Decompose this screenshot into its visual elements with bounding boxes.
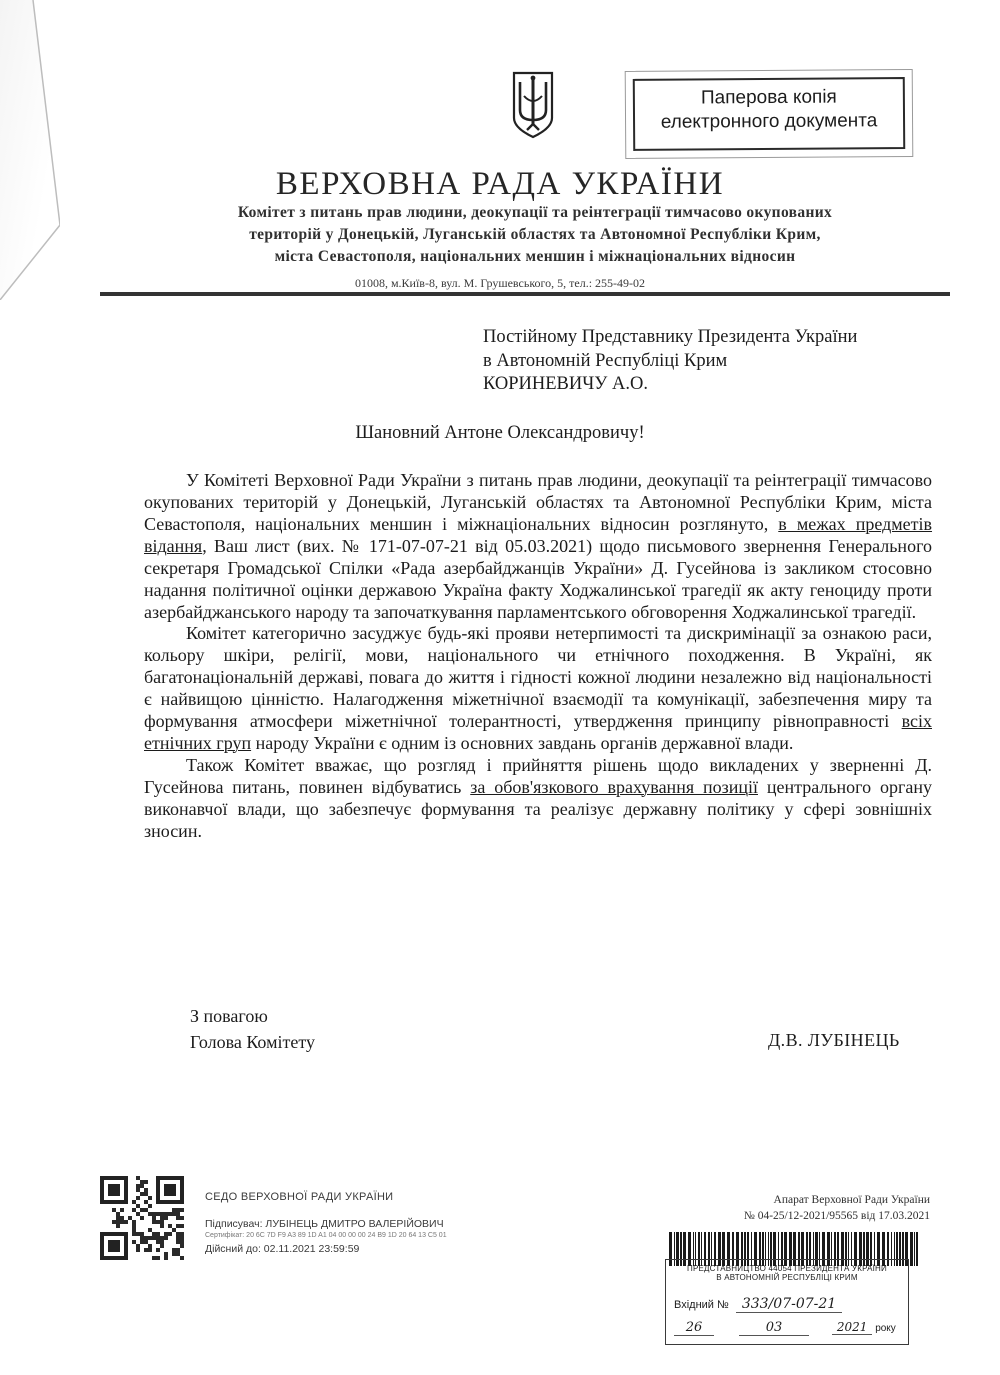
incoming-registration-stamp [665, 1259, 909, 1345]
incoming-stamp-line-2: В АВТОНОМНІЙ РЕСПУБЛІЦІ КРИМ [716, 1273, 858, 1282]
paragraph-3-underlined: за обов'язкового врахування позиції [470, 776, 758, 797]
paragraph-3 [144, 755, 932, 843]
paragraph-3-text-b: центрального органу виконавчої влади, що забезпечує формування та реалізує державну політику у сфері зовнішніх зносин. [144, 776, 932, 841]
letter-body [144, 470, 932, 843]
letterhead-divider [100, 292, 950, 296]
paragraph-1-text-a: У Комітеті Верховної Ради України з питань прав людини, деокупації та реінтеграції тимчасово окупованих територій у Донецькій, Луганській областях та Автономної Республіки Крим, міста Севастополя, національних меншин і міжнаціональних відносин розглянуто, [144, 470, 932, 534]
letterhead-title: ВЕРХОВНА РАДА УКРАЇНИ [275, 166, 725, 202]
recipient-line-2: в Автономній Республіці Крим [483, 350, 728, 371]
stamp-line-2: електронного документа [660, 110, 878, 134]
incoming-date-row [674, 1320, 904, 1336]
recipient-block [483, 326, 857, 397]
esig-certificate: Сертифікат: 20 6C 7D F9 A3 89 1D A1 04 00 00 00 24 B9 1D 20 64 13 C5 01 [205, 1232, 447, 1240]
qr-code-icon [100, 1176, 184, 1260]
paragraph-1-underlined: в межах предметів відання [144, 513, 933, 556]
trident-emblem-icon [510, 70, 556, 140]
signer-name: Д.В. ЛУБІНЕЦЬ [768, 1030, 900, 1050]
letterhead-address: 01008, м.Київ-8, вул. М. Грушевського, 5, тел.: 255-49-02 [354, 276, 646, 290]
recipient-line-1: Постійному Представнику Президента України [483, 327, 858, 347]
closing-position: Голова Комітету [190, 1032, 315, 1053]
incoming-year-suffix: року [875, 1323, 896, 1334]
paragraph-2-text-a: Комітет категорично засуджує будь-які прояви нетерпимості та дискримінації за ознакою раси, кольору шкіри, релігії, мови, національного чи етнічного походження. В Україні, як багатонаціональній державі, повага до життя і гідності кожної людини незалежно від національності є найвищою цінністю. Налагодження міжетнічної взаємодії та комунікації, забезпечення миру та формування атмосфери міжетнічної толерантності, утвердження принципу рівноправності [144, 623, 932, 732]
incoming-stamp-line-1: ПРЕДСТАВНИЦТВО 44054 ПРЕЗИДЕНТА УКРАЇНИ [687, 1264, 887, 1273]
paragraph-2-underlined: всіх етнічних груп [144, 711, 932, 754]
committee-line-3: міста Севастополя, національних меншин і міжнаціональних відносин [274, 248, 796, 265]
esig-system: СЕДО ВЕРХОВНОЇ РАДИ УКРАЇНИ [205, 1191, 394, 1203]
stamp-line-1: Паперова копія [700, 86, 837, 109]
incoming-month: 03 [739, 1320, 809, 1336]
paragraph-3-text-a: Також Комітет вважає, що розгляд і прийняття рішень щодо викладених у зверненні Д. Гусейнова питань, повинен відбуватись [144, 754, 932, 797]
committee-line-2: територій у Донецькій, Луганській областях та Автономної Республіки Крим, [249, 226, 821, 243]
committee-line-1: Комітет з питань прав людини, деокупації та реінтеграції тимчасово окупованих [237, 204, 833, 221]
registration-block [670, 1192, 930, 1224]
closing-block [190, 1003, 315, 1055]
paragraph-2 [144, 623, 932, 755]
recipient-line-3: КОРИНЕВИЧУ А.О. [483, 374, 648, 395]
paper-copy-stamp [633, 77, 905, 151]
esig-valid-until: Дійсний до: 02.11.2021 23:59:59 [205, 1242, 360, 1255]
paragraph-1 [144, 470, 932, 623]
registration-line-2: № 04-25/12-2021/95565 від 17.03.2021 [743, 1210, 930, 1223]
salutation: Шановний Антоне Олександровичу! [355, 423, 645, 443]
incoming-number: 333/07-07-21 [736, 1296, 842, 1313]
page-fold-edge [0, 0, 60, 300]
incoming-number-label: Вхідний № [674, 1299, 729, 1311]
esig-signer: Підписувач: ЛУБІНЕЦЬ ДМИТРО ВАЛЕРІЙОВИЧ [205, 1218, 444, 1231]
incoming-number-row [674, 1296, 842, 1312]
closing-regards: З повагою [190, 1006, 268, 1026]
electronic-signature-block [205, 1189, 447, 1257]
letterhead-committee [95, 202, 975, 268]
incoming-day: 26 [674, 1320, 714, 1336]
paragraph-2-text-b: народу України є одним із основних завдань органів державної влади. [251, 733, 794, 754]
paragraph-1-text-b: , Ваш лист (вих. № 171-07-07-21 від 05.03.2021) щодо письмового звернення Генерального секретаря Громадської Спілки «Рада азербайджанців України» Д. Гусейнова із закликом стосовно надання політичної оцінки державою Україна факту Ходжалинської трагедії як акту геноциду проти азербайджанського народу та започаткування парламентського обговорення Ходжалинської трагедії. [144, 535, 932, 622]
registration-line-1: Апарат Верховної Ради України [773, 1194, 930, 1206]
incoming-year: 2021 [832, 1320, 872, 1335]
